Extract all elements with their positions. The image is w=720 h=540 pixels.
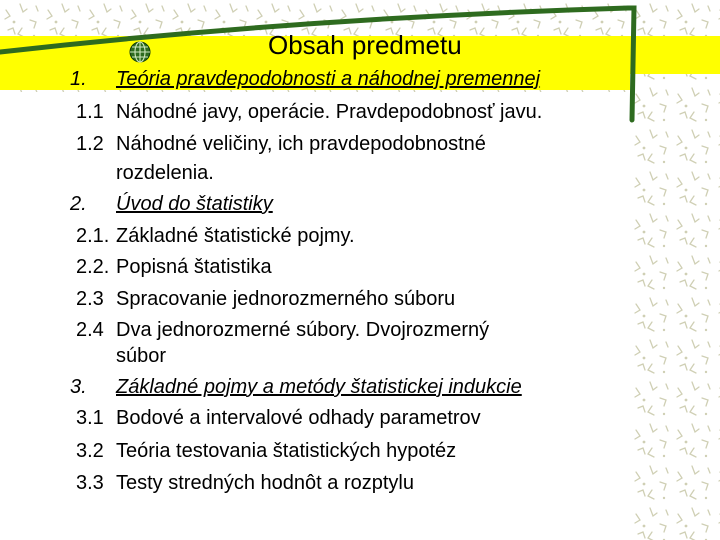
item-text: Náhodné veličiny, ich pravdepodobnostné — [116, 133, 486, 155]
item-text: Teória testovania štatistických hypotéz — [116, 440, 457, 462]
item-number: 1. — [70, 68, 87, 90]
item-text: Spracovanie jednorozmerného súboru — [116, 288, 456, 310]
item-text: Popisná štatistika — [116, 256, 272, 278]
item-number: 3.2 — [76, 440, 104, 462]
item-text: rozdelenia. — [116, 162, 214, 184]
item-text: Bodové a intervalové odhady parametrov — [116, 407, 481, 429]
item-text: súbor — [116, 345, 167, 367]
item-number: 2.2. — [76, 256, 110, 278]
item-text: Úvod do štatistiky — [116, 193, 273, 215]
item-text: Základné pojmy a metódy štatistickej indukcie — [116, 376, 522, 398]
item-text: Náhodné javy, operácie. Pravdepodobnosť javu. — [116, 101, 543, 123]
item-number: 1.2 — [76, 133, 104, 155]
item-number: 3.3 — [76, 472, 104, 494]
item-number: 2. — [70, 193, 87, 215]
item-text: Dva jednorozmerné súbory. Dvojrozmerný — [116, 319, 490, 341]
item-number: 3.1 — [76, 407, 104, 429]
item-text: Základné štatistické pojmy. — [116, 225, 355, 247]
item-number: 2.1. — [76, 225, 110, 247]
item-number: 2.4 — [76, 319, 104, 341]
item-text: Teória pravdepodobnosti a náhodnej premennej — [116, 68, 541, 90]
page-title: Obsah predmetu — [268, 30, 462, 60]
item-text: Testy stredných hodnôt a rozptylu — [116, 472, 414, 494]
globe-icon — [128, 40, 152, 64]
item-number: 2.3 — [76, 288, 104, 310]
item-number: 1.1 — [76, 101, 104, 123]
item-number: 3. — [70, 376, 87, 398]
